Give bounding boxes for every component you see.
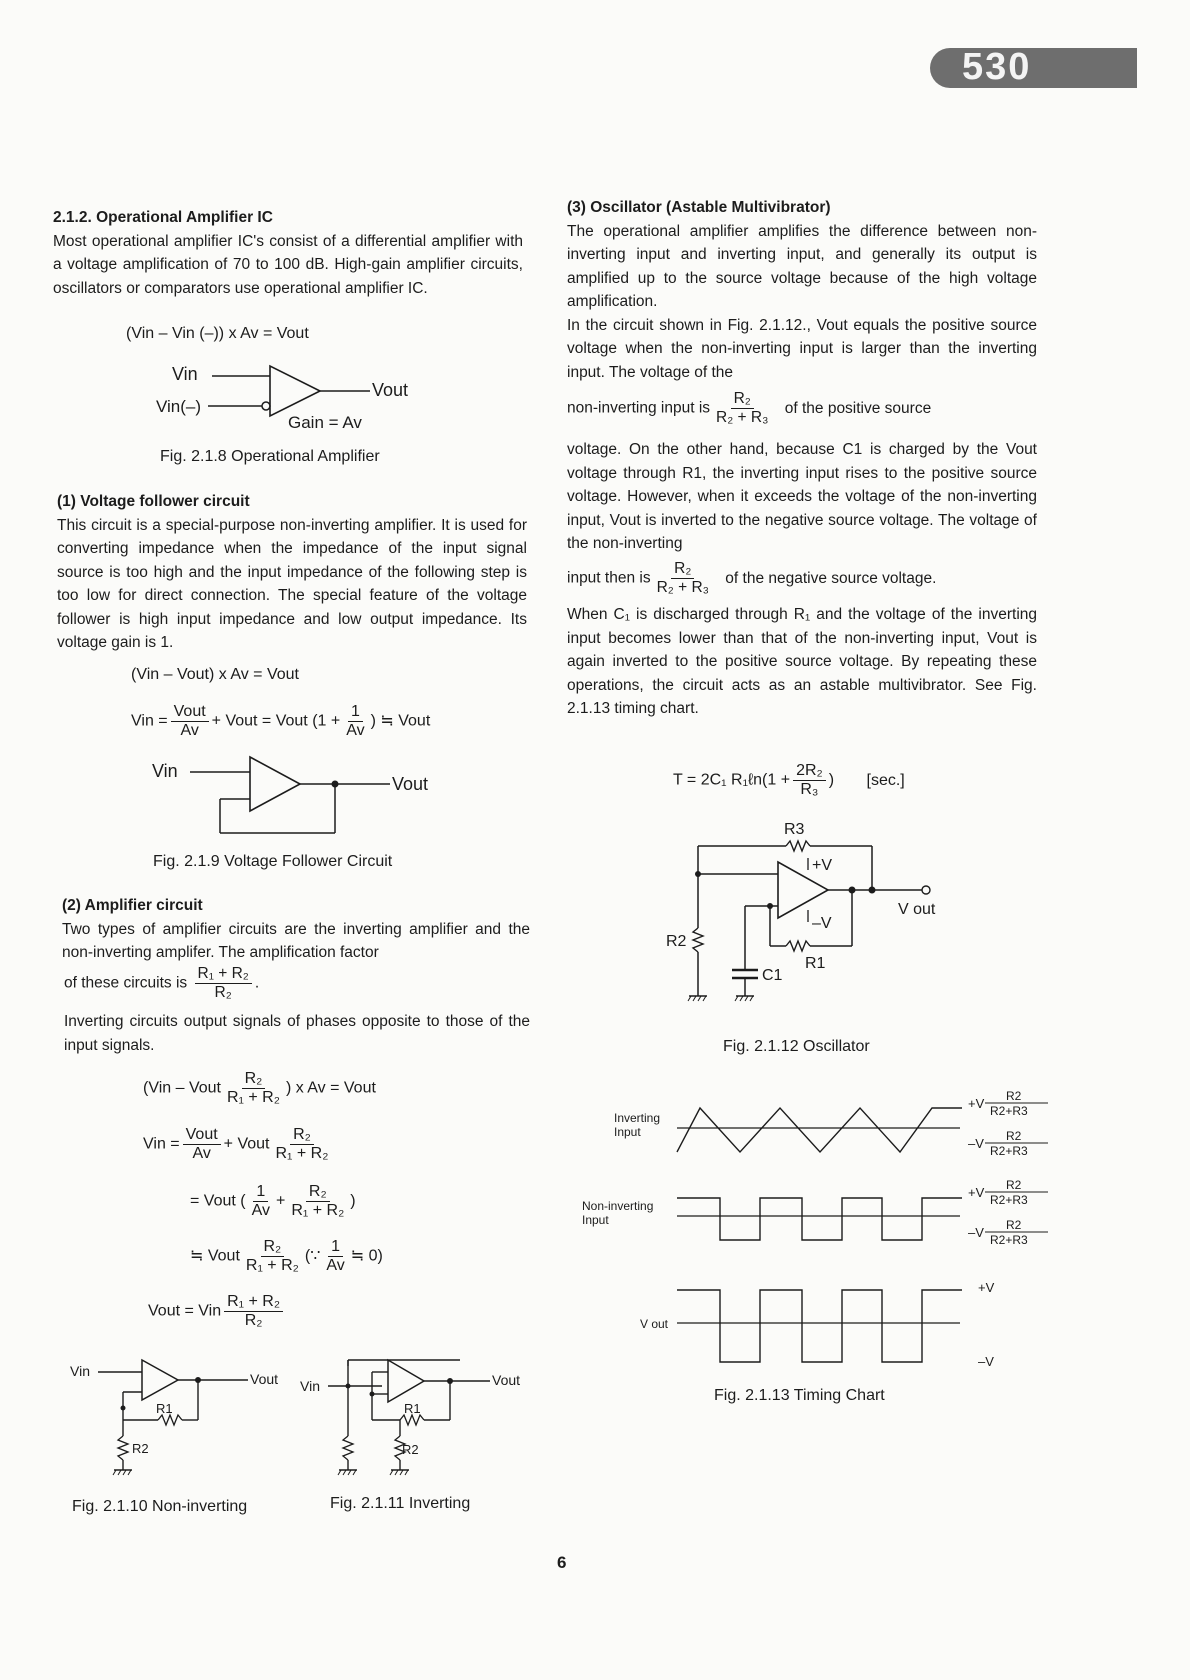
fig11-vout-label: Vout [492,1372,521,1388]
fig-voltage-follower-diagram [150,755,450,845]
eq-b-d1: Av [192,1145,211,1162]
amp-factor-fraction [195,965,252,1002]
fig8-vin-label: Vin [172,364,198,384]
eq-e-num: R₁ + R₂ [224,1293,283,1312]
eq-e-lead: Vout = Vin [148,1302,222,1320]
eq-d-d1: R₁ + R₂ [245,1257,299,1274]
formula-unit: [sec.] [866,771,905,789]
eq3-den: Av [180,722,199,739]
svg-text:R2+R3: R2+R3 [990,1104,1028,1118]
eq-d-n1: R₂ [261,1238,285,1257]
fig13-inv-hi-label [968,1089,1048,1118]
eq-e-den: R₂ [244,1312,263,1329]
svg-text:R2: R2 [1006,1178,1022,1192]
eq-d-n2: 1 [328,1238,343,1257]
vf-paragraph: This circuit is a special-purpose non-inverting amplifier. It is used for converting impedance when the impedance of the input signal source is too high and the input impedance of the following step is too low for direct connection. The special feature of the voltage follower is high input impedance and low output impedance. Its voltage gain is 1. [57,516,527,651]
amp-factor-lead: of these circuits is [64,974,188,992]
page-badge [930,48,1137,88]
svg-text:R2: R2 [1006,1089,1022,1103]
svg-text:–V: –V [968,1136,984,1151]
fig10-vin-label: Vin [70,1363,90,1379]
equation-2: (Vin – Vout) x Av = Vout [131,666,299,683]
fig13-noninv-hi-label [968,1178,1048,1207]
eq-c-n1: 1 [253,1183,268,1202]
fig10-caption: Fig. 2.1.10 Non-inverting [72,1498,248,1515]
amp-factor-den: R₂ [214,984,232,1001]
eq-b-n1: Vout [183,1126,221,1145]
fig11-r1-label: R1 [404,1401,421,1416]
fig8-gain-label: Gain = Av [288,413,362,432]
fig12-pv-label: +V [812,857,833,874]
fig-oscillator-diagram [660,818,960,1018]
fig10-vout-label: Vout [250,1371,279,1387]
eq-a-den: R₁ + R₂ [226,1089,280,1106]
osc-frac1-num: R₂ [731,390,754,409]
eq-b-d2: R₁ + R₂ [275,1145,329,1162]
osc-frac2 [654,560,712,597]
equation-3 [131,703,430,740]
fig13-vout-label: V out [640,1317,669,1331]
amp-factor-num: R₁ + R₂ [195,965,252,984]
eq-b-mid: + Vout [223,1135,270,1153]
formula-frac [793,762,826,799]
fig13-inv-label: Inverting [614,1111,661,1125]
eq-c-frac2 [288,1183,347,1220]
osc-paragraph-4: When C₁ is discharged through R₁ and the voltage of the inverting input becomes lower than that of the non-inverting input, Vout is again inverted to the positive source voltage. By repeating these operations, the circuit acts as an astable multivibrator. See Fig. 2.1.13 timing chart. [567,606,1037,717]
oscillator-section [567,196,1037,384]
eq-d-lead: ≒ Vout [190,1247,240,1265]
eq3-num: Vout [171,703,209,722]
section-title: 2.1.2. Operational Amplifier IC [53,209,273,226]
svg-text:R2: R2 [1006,1129,1022,1143]
eq-c-d1: Av [251,1202,270,1219]
page-number: 6 [557,1553,567,1572]
fig-inverting-diagram [300,1358,540,1488]
eq-b-frac2 [272,1126,331,1163]
eq3-fraction [171,703,209,740]
osc-title: (3) Oscillator (Astable Multivibrator) [567,199,831,216]
eq-a-frac [224,1070,283,1107]
fig11-caption: Fig. 2.1.11 Inverting [330,1495,471,1512]
amp-eq-b [143,1126,334,1163]
amp-paragraph-2: Inverting circuits output signals of phases opposite to those of the input signals. [64,1013,530,1054]
fig12-r2-label: R2 [666,933,687,950]
eq3-one: 1 [348,703,363,722]
eq3-end: ) ≒ Vout [370,712,431,730]
eq-b-frac1 [183,1126,221,1163]
formula-lead: T = 2C₁ R₁ℓn(1 + [673,771,791,789]
osc-frac2-den: R₂ + R₃ [656,579,709,596]
svg-text:R2+R3: R2+R3 [990,1233,1028,1247]
fig12-nv-label: –V [812,915,832,932]
osc-paragraph-1: The operational amplifier amplifies the difference between non-inverting input and inverting input, and generally its output is amplified up to the source voltage because of the high voltage amplification. [567,222,1037,310]
fig9-caption: Fig. 2.1.9 Voltage Follower Circuit [153,853,393,870]
fig9-vout-label: Vout [392,774,429,794]
fig13-noninv-label: Non-inverting [582,1199,654,1213]
osc-frac-line-1 [567,390,1037,427]
fig12-c1-label: C1 [762,967,783,984]
amp-eq-c [190,1183,356,1220]
fig12-r3-label: R3 [784,821,805,838]
osc-paragraph-3-wrap [567,438,1037,556]
page-badge-number: 530 [962,46,1032,88]
eq-c-mid: + [275,1192,286,1210]
svg-text:+V: +V [968,1096,985,1111]
osc-frac2-lead: input then is [567,569,651,587]
voltage-follower-section [57,490,527,655]
svg-text:R2+R3: R2+R3 [990,1144,1028,1158]
osc-paragraph-2: In the circuit shown in Fig. 2.1.12., Vout equals the positive source voltage when the non-inverting input is larger than the inverting input. The voltage of the [567,316,1037,381]
fig-non-inverting-diagram [68,1358,298,1488]
fig13-noninv-label-2: Input [582,1213,609,1227]
eq-e-frac [224,1293,283,1330]
eq-a-tail: ) x Av = Vout [285,1079,376,1097]
fig13-caption: Fig. 2.1.13 Timing Chart [714,1387,885,1404]
fig8-caption: Fig. 2.1.8 Operational Amplifier [160,448,380,465]
vf-title: (1) Voltage follower circuit [57,493,250,510]
fig11-vin-label: Vin [300,1378,320,1394]
eq3-fraction-2 [343,703,367,740]
amp-title: (2) Amplifier circuit [62,897,203,914]
fig8-vout-label: Vout [372,380,409,400]
eq3-vin: Vin = [131,712,168,730]
eq-c-frac1 [249,1183,273,1220]
osc-frac2-num: R₂ [671,560,694,579]
eq-d-tail: ≒ 0) [350,1247,383,1265]
eq-c-tail: ) [350,1192,356,1210]
fig13-nv-label: –V [978,1354,994,1369]
svg-text:R2: R2 [1006,1218,1022,1232]
fig9-vin-label: Vin [152,761,178,781]
svg-text:+V: +V [968,1185,985,1200]
fig-opamp-diagram [150,360,430,440]
osc-frac2-tail: of the negative source voltage. [725,569,937,587]
equation-1: (Vin – Vin (–)) x Av = Vout [126,325,309,342]
eq-a-lead: (Vin – Vout [143,1079,221,1097]
fig13-pv-label: +V [978,1280,995,1295]
osc-frac1 [713,390,771,427]
eq-b-lead: Vin = [143,1135,180,1153]
period-formula [673,762,905,799]
amp-factor-line [64,965,259,1002]
fig13-inv-label-2: Input [614,1125,641,1139]
eq-d-mid: (∵ [304,1247,321,1265]
fig12-r1-label: R1 [805,955,826,972]
eq-c-lead: = Vout ( [190,1192,246,1210]
amp-eq-d [190,1238,383,1275]
fig13-noninv-lo-label [968,1218,1048,1247]
fig12-vout-label: V out [898,901,936,918]
fig11-r2-label: R2 [402,1442,419,1457]
osc-frac1-tail: of the positive source [784,399,932,417]
osc-frac1-lead: non-inverting input is [567,399,711,417]
formula-den: R₃ [800,781,819,798]
eq-d-frac1 [243,1238,302,1275]
eq3-mid: + Vout = Vout (1 + [211,712,341,730]
fig10-r1-label: R1 [156,1401,173,1416]
amp-factor-tail: . [254,974,260,992]
fig13-inv-lo-label [968,1129,1048,1158]
amp-paragraph: Two types of amplifier circuits are the inverting amplifier and the non-inverting amplifer. The amplification factor [62,920,530,961]
fig10-r2-label: R2 [132,1441,149,1456]
osc-paragraph-3: voltage. On the other hand, because C1 is charged by the Vout voltage through R1, the inverting input rises to the positive source voltage. However, when it exceeds the voltage of the non-inverting input, Vout is inverted to the negative source voltage. The voltage of the non-inverting [567,441,1037,552]
svg-text:–V: –V [968,1225,984,1240]
amp-paragraph-2-wrap [64,1010,530,1057]
intro-paragraph: Most operational amplifier IC's consist of a differential amplifier with a voltage amplification of 70 to 100 dB. High-gain amplifier circuits, oscillators or comparators use operational amplifier IC. [53,232,523,297]
eq-d-frac2 [323,1238,347,1275]
eq3-av: Av [346,722,365,739]
osc-paragraph-4-wrap [567,603,1037,721]
fig-timing-chart [580,1080,1060,1370]
amp-eq-a [143,1070,376,1107]
eq-c-d2: R₁ + R₂ [291,1202,345,1219]
osc-frac1-den: R₂ + R₃ [716,409,769,426]
amp-eq-e [148,1293,286,1330]
eq-a-num: R₂ [242,1070,266,1089]
fig12-caption: Fig. 2.1.12 Oscillator [723,1038,870,1055]
osc-frac-line-2 [567,560,936,597]
formula-tail: ) [828,771,835,789]
fig8-vinminus-label: Vin(–) [156,397,202,416]
amplifier-section [62,894,530,965]
eq-d-d2: Av [326,1257,345,1274]
eq-b-n2: R₂ [290,1126,314,1145]
formula-num: 2R₂ [793,762,826,781]
left-intro [53,206,523,300]
svg-text:R2+R3: R2+R3 [990,1193,1028,1207]
eq-c-n2: R₂ [306,1183,330,1202]
